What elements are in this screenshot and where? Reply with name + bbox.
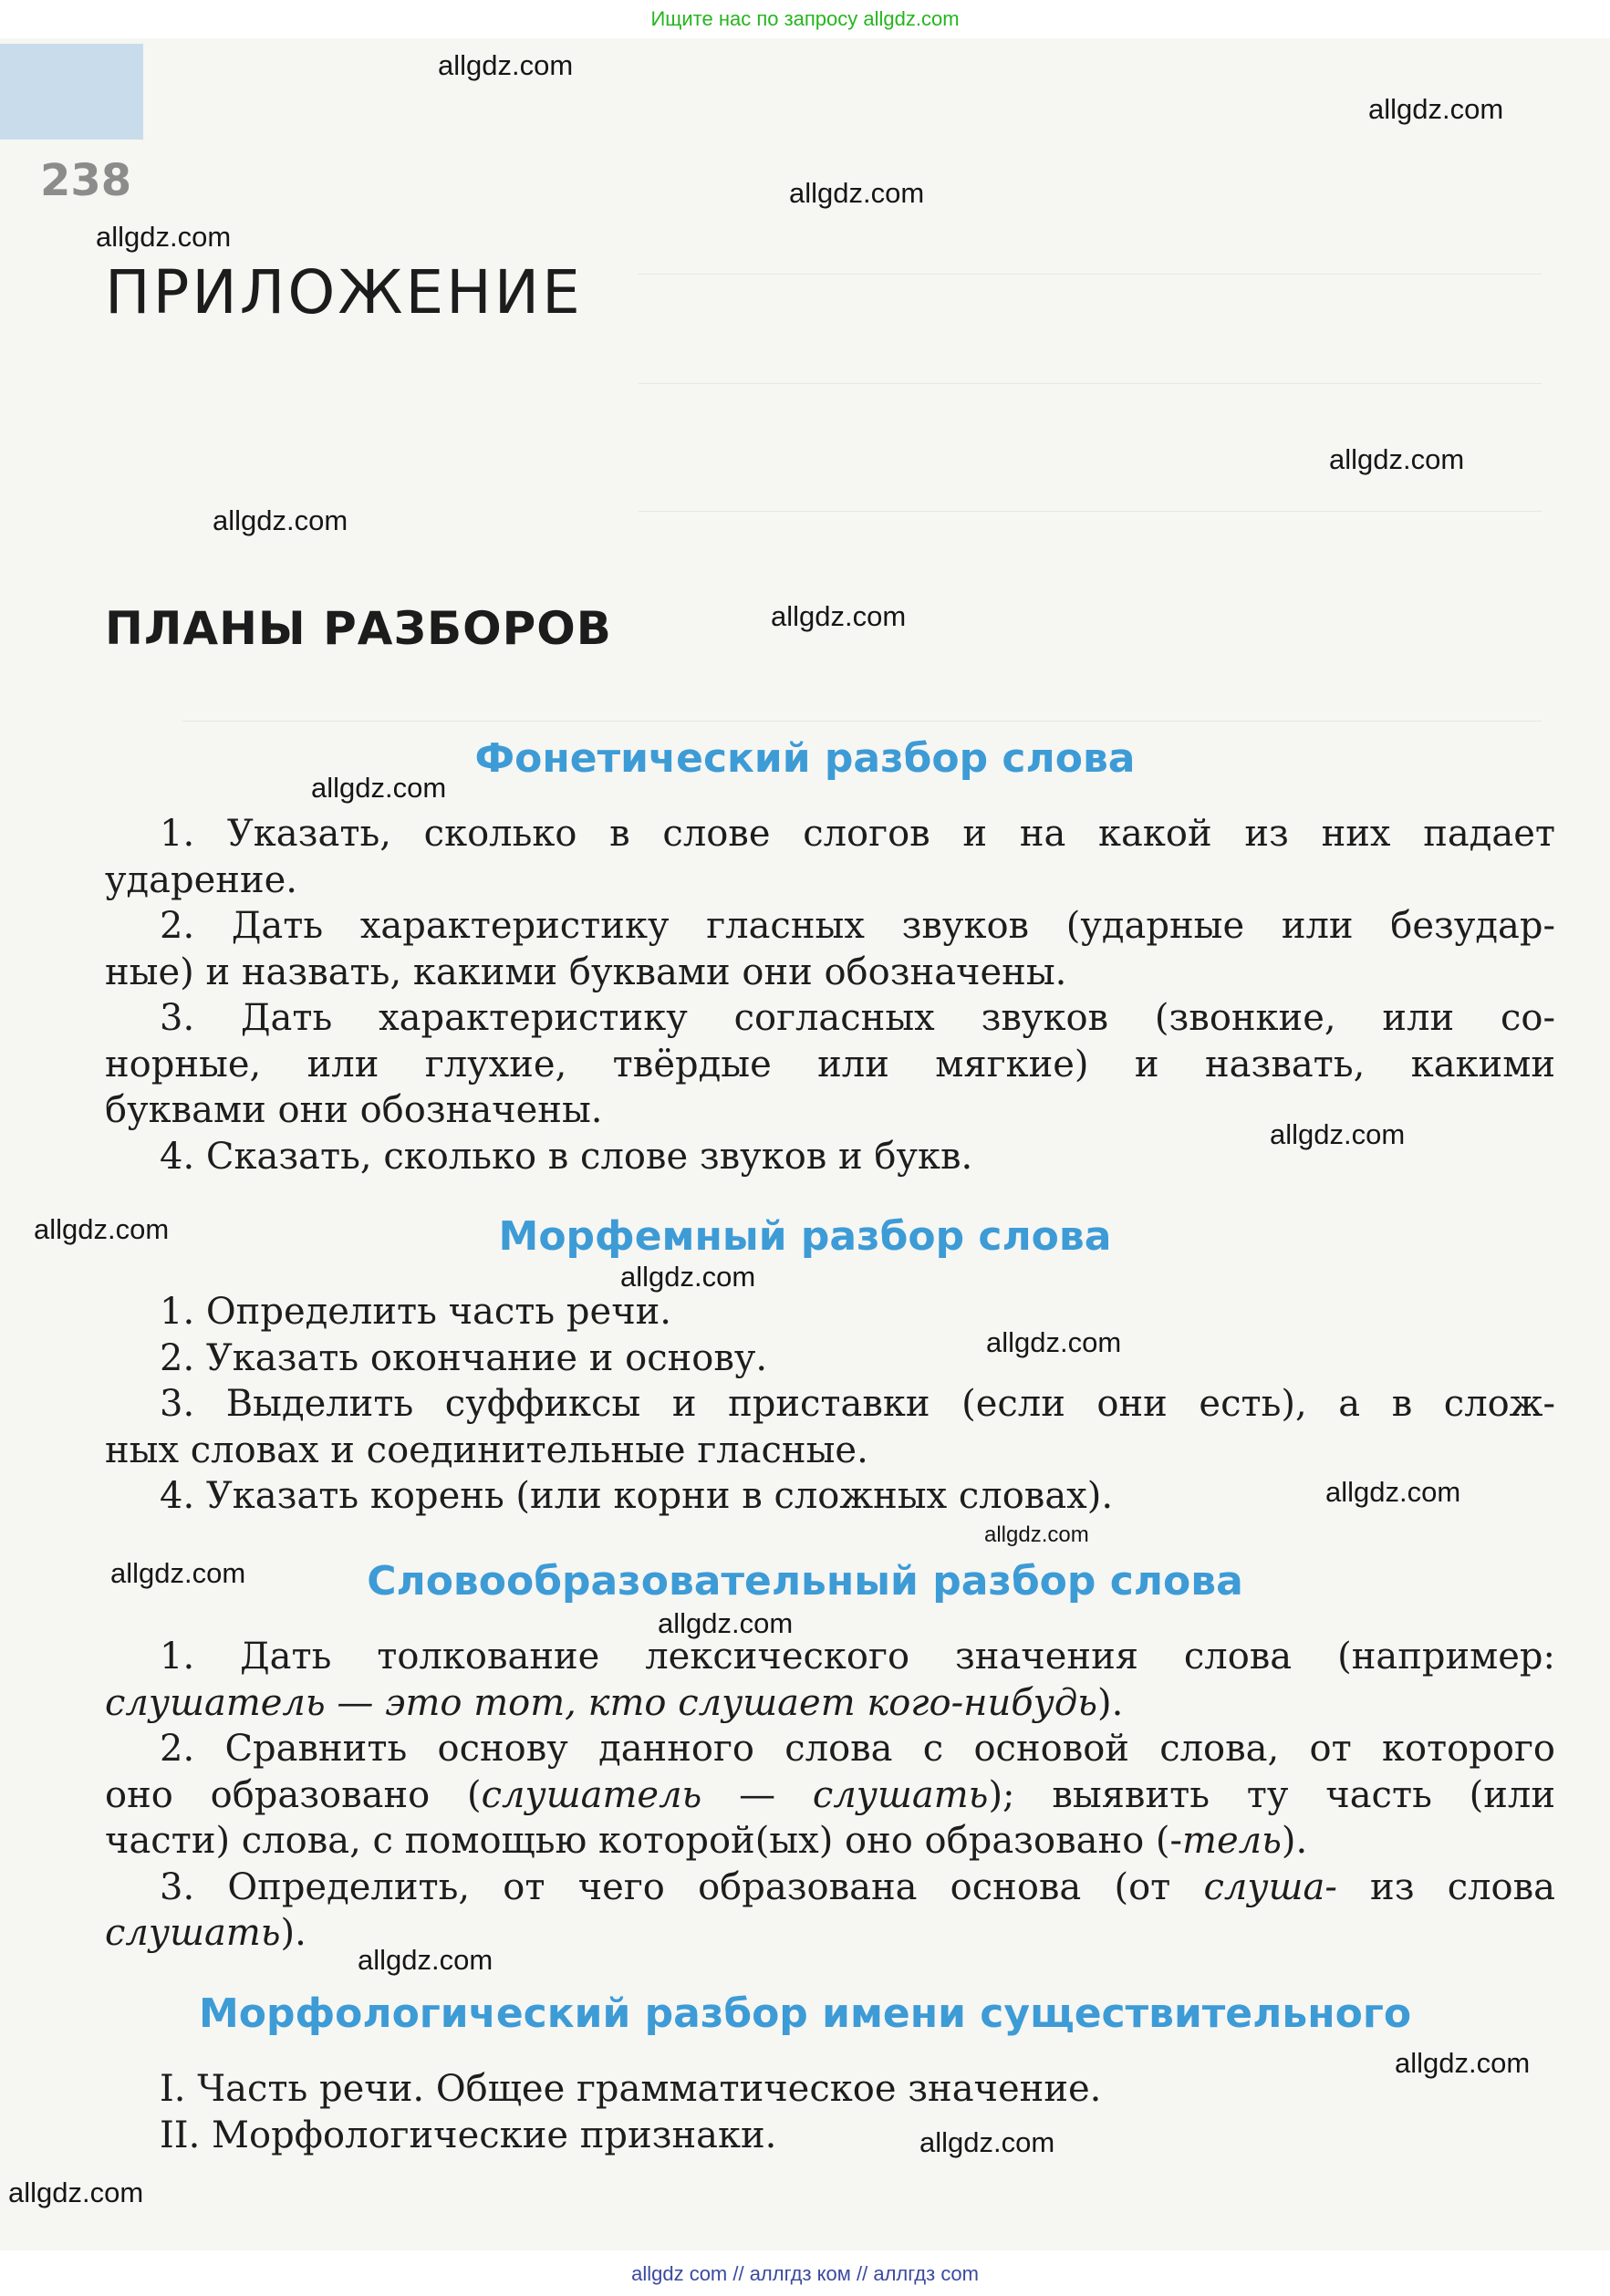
list-item: 1. Определить часть речи. xyxy=(160,1291,672,1333)
appendix-title: ПРИЛОЖЕНИЕ xyxy=(105,257,583,327)
list-item: 3. Определить, от чего образована основа (от слуша- из слова xyxy=(160,1865,1555,1908)
list-item-continued: ударение. xyxy=(105,858,297,901)
list-item-continued: слушать). xyxy=(105,1912,306,1954)
page-number: 238 xyxy=(40,155,132,206)
watermark[interactable]: allgdz.com xyxy=(96,221,232,253)
watermark[interactable]: allgdz.com xyxy=(34,1213,170,1245)
watermark[interactable]: allgdz.com xyxy=(620,1261,756,1293)
heading-morphemic: Морфемный разбор слова xyxy=(498,1213,1112,1260)
list-item-continued: ные) и назвать, какими буквами они обозначены. xyxy=(105,951,1067,993)
list-item: 4. Указать корень (или корни в сложных словах). xyxy=(160,1475,1114,1517)
list-item: 1. Дать толкование лексического значения слова (например: xyxy=(160,1636,1555,1678)
page-corner-tab xyxy=(0,44,143,140)
list-item: 3. Выделить суффиксы и приставки (если они есть), а в слож- xyxy=(160,1383,1555,1425)
watermark[interactable]: allgdz.com xyxy=(213,504,348,536)
word-formation-plan xyxy=(105,1634,1555,1957)
watermark[interactable]: allgdz.com xyxy=(8,2177,144,2208)
list-item-continued: оно образовано (слушатель — слушать); выявить ту часть (или xyxy=(105,1773,1555,1816)
bottom-banner[interactable]: allgdz com // аллгдз ком // аллгдз com xyxy=(631,2262,979,2285)
bleed-through-line xyxy=(639,383,1542,384)
list-item: 3. Дать характеристику согласных звуков (звонкие, или со- xyxy=(160,997,1555,1039)
watermark[interactable]: allgdz.com xyxy=(358,1944,493,1976)
morphological-plan xyxy=(105,2066,1555,2158)
watermark[interactable]: allgdz.com xyxy=(311,772,447,804)
watermark[interactable]: allgdz.com xyxy=(1325,1476,1461,1508)
watermark[interactable]: allgdz.com xyxy=(658,1607,794,1639)
watermark[interactable]: allgdz.com xyxy=(919,2126,1055,2158)
watermark[interactable]: allgdz.com xyxy=(1329,443,1465,475)
list-item-continued: слушатель — это тот, кто слушает кого-нибудь). xyxy=(105,1681,1124,1724)
list-item: I. Часть речи. Общее грамматическое значение. xyxy=(160,2068,1102,2110)
bleed-through-line xyxy=(182,721,1542,722)
list-item: 2. Дать характеристику гласных звуков (ударные или безудар- xyxy=(160,905,1555,947)
heading-word-formation: Словообразовательный разбор слова xyxy=(367,1558,1243,1605)
watermark[interactable]: allgdz.com xyxy=(984,1522,1089,1547)
watermark[interactable]: allgdz.com xyxy=(1368,93,1504,125)
watermark[interactable]: allgdz.com xyxy=(986,1326,1122,1358)
watermark[interactable]: allgdz.com xyxy=(1395,2047,1531,2079)
list-item: 1. Указать, сколько в слове слогов и на какой из них падает xyxy=(160,813,1555,855)
bleed-through-line xyxy=(639,511,1542,512)
list-item: II. Морфологические признаки. xyxy=(160,2114,777,2156)
list-item-continued: части) слова, с помощью которой(ых) оно образовано (-тель). xyxy=(105,1820,1308,1862)
watermark[interactable]: allgdz.com xyxy=(789,177,925,209)
watermark[interactable]: allgdz.com xyxy=(110,1557,246,1589)
heading-phonetic: Фонетический разбор слова xyxy=(474,735,1136,782)
top-banner[interactable]: Ищите нас по запросу allgdz.com xyxy=(650,7,960,30)
watermark[interactable]: allgdz.com xyxy=(438,49,574,81)
watermark[interactable]: allgdz.com xyxy=(771,600,907,632)
list-item-continued: буквами они обозначены. xyxy=(105,1089,603,1131)
list-item-continued: ных словах и соединительные гласные. xyxy=(105,1429,868,1471)
list-item: 4. Сказать, сколько в слове звуков и букв. xyxy=(160,1135,973,1178)
list-item: 2. Сравнить основу данного слова с основой слова, от которого xyxy=(160,1728,1555,1770)
heading-morphological: Морфологический разбор имени существительного xyxy=(198,1990,1412,2037)
plans-title: ПЛАНЫ РАЗБОРОВ xyxy=(105,602,612,655)
bleed-through-line xyxy=(639,274,1542,275)
list-item-continued: норные, или глухие, твёрдые или мягкие) и назвать, какими xyxy=(105,1043,1555,1086)
list-item: 2. Указать окончание и основу. xyxy=(160,1336,768,1379)
watermark[interactable]: allgdz.com xyxy=(1270,1118,1406,1150)
